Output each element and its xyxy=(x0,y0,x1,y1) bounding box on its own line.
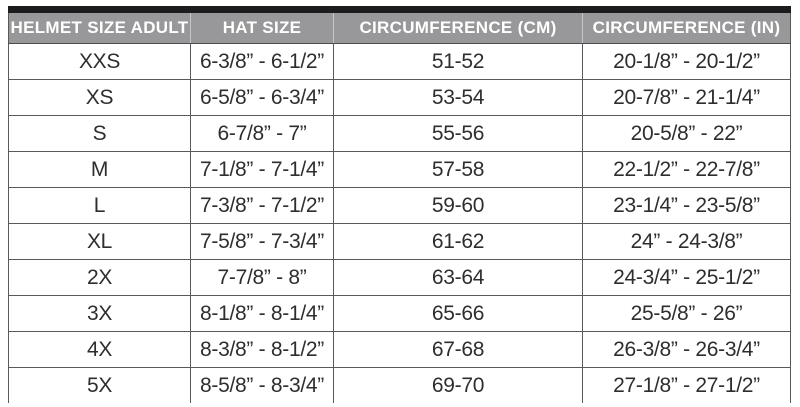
table-cell: 6-3/8” - 6-1/2” xyxy=(191,44,334,80)
table-cell: L xyxy=(9,188,191,224)
table-cell: 25-5/8” - 26” xyxy=(583,296,791,332)
table-cell: 20-7/8” - 21-1/4” xyxy=(583,80,791,116)
column-header-2: HAT SIZE xyxy=(191,10,334,44)
table-cell: 7-7/8” - 8” xyxy=(191,260,334,296)
helmet-size-table xyxy=(8,6,791,403)
table-cell: 26-3/8” - 26-3/4” xyxy=(583,332,791,368)
table-cell: 6-5/8” - 6-3/4” xyxy=(191,80,334,116)
table-cell: 7-5/8” - 7-3/4” xyxy=(191,224,334,260)
table-row xyxy=(9,188,791,224)
table-cell: M xyxy=(9,152,191,188)
table-cell: 57-58 xyxy=(334,152,583,188)
table-row xyxy=(9,116,791,152)
table-cell: 8-3/8” - 8-1/2” xyxy=(191,332,334,368)
table-cell: 23-1/4” - 23-5/8” xyxy=(583,188,791,224)
table-row xyxy=(9,260,791,296)
table-cell: 4X xyxy=(9,332,191,368)
table-cell: 6-7/8” - 7” xyxy=(191,116,334,152)
table-cell: 7-3/8” - 7-1/2” xyxy=(191,188,334,224)
table-cell: 55-56 xyxy=(334,116,583,152)
column-header-4: CIRCUMFERENCE (IN) xyxy=(583,10,791,44)
table-cell: 51-52 xyxy=(334,44,583,80)
table-cell: 69-70 xyxy=(334,368,583,404)
table-cell: 20-1/8” - 20-1/2” xyxy=(583,44,791,80)
table-row xyxy=(9,368,791,404)
table-cell: 63-64 xyxy=(334,260,583,296)
helmet-size-chart xyxy=(8,6,790,403)
table-header xyxy=(9,10,791,44)
table-row xyxy=(9,80,791,116)
table-cell: 61-62 xyxy=(334,224,583,260)
table-cell: 53-54 xyxy=(334,80,583,116)
table-row xyxy=(9,152,791,188)
column-header-3: CIRCUMFERENCE (CM) xyxy=(334,10,583,44)
table-cell: 3X xyxy=(9,296,191,332)
table-cell: 8-5/8” - 8-3/4” xyxy=(191,368,334,404)
table-body xyxy=(9,44,791,404)
table-row xyxy=(9,44,791,80)
header-row xyxy=(9,10,791,44)
table-cell: 65-66 xyxy=(334,296,583,332)
table-cell: XS xyxy=(9,80,191,116)
table-cell: 67-68 xyxy=(334,332,583,368)
table-cell: 22-1/2” - 22-7/8” xyxy=(583,152,791,188)
table-cell: XXS xyxy=(9,44,191,80)
table-cell: 5X xyxy=(9,368,191,404)
table-cell: 59-60 xyxy=(334,188,583,224)
table-cell: S xyxy=(9,116,191,152)
table-cell: XL xyxy=(9,224,191,260)
table-cell: 7-1/8” - 7-1/4” xyxy=(191,152,334,188)
column-header-1: HELMET SIZE ADULT xyxy=(9,10,191,44)
table-cell: 8-1/8” - 8-1/4” xyxy=(191,296,334,332)
table-row xyxy=(9,332,791,368)
table-cell: 2X xyxy=(9,260,191,296)
table-row xyxy=(9,296,791,332)
table-cell: 27-1/8” - 27-1/2” xyxy=(583,368,791,404)
table-row xyxy=(9,224,791,260)
table-cell: 24-3/4” - 25-1/2” xyxy=(583,260,791,296)
table-cell: 24” - 24-3/8” xyxy=(583,224,791,260)
table-cell: 20-5/8” - 22” xyxy=(583,116,791,152)
